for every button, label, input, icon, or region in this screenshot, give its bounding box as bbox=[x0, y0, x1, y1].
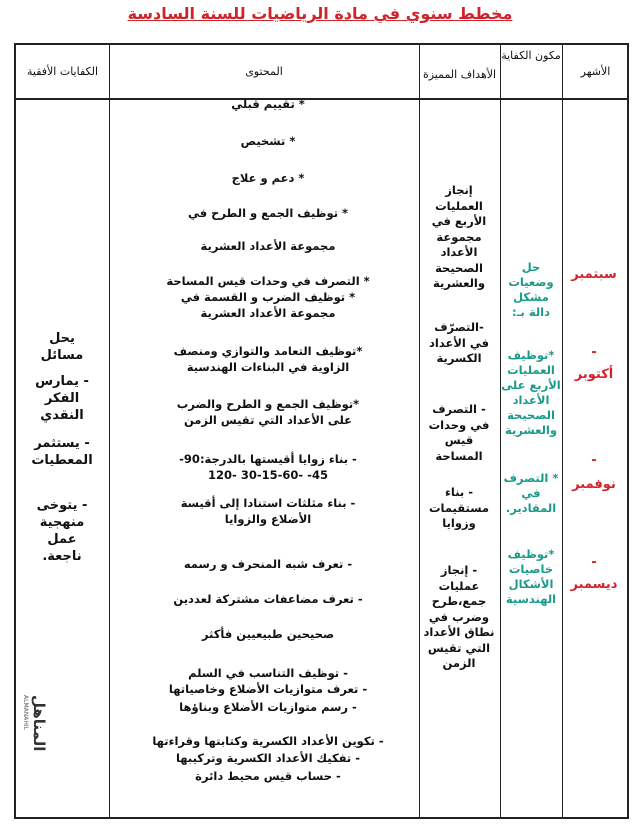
content-item: - تكوين الأعداد الكسرية وكتابتها وقراءتها bbox=[152, 734, 384, 748]
content-item: - بناء مثلثات استنادا إلى أقيسة bbox=[180, 496, 356, 510]
goal-item: - التصرف في وحدات قيس المساحة bbox=[428, 402, 490, 463]
cross-competencies-column bbox=[16, 45, 109, 817]
cross-item: - يمارس الفكر النقدي bbox=[35, 374, 89, 423]
content-item: *توظيف الجمع و الطرح والضرب bbox=[176, 397, 360, 411]
header-content: المحتوى bbox=[245, 64, 283, 78]
header-months: الأشهر bbox=[580, 64, 611, 78]
content-item: * تشخيص bbox=[240, 134, 296, 148]
content-item: مجموعة الأعداد العشرية bbox=[200, 239, 336, 253]
competency-column bbox=[500, 45, 562, 817]
competency-item: * التصرف في المقادير. bbox=[503, 471, 559, 515]
goal-item: - بناء مستقيمات وزوايا bbox=[428, 485, 490, 530]
content-item: - بناء زوايا أقيستها بالدرجة:90- bbox=[179, 452, 357, 466]
month-separator: - bbox=[591, 555, 597, 570]
content-item: - تعرف متوازيات الأضلاع وخاصياتها bbox=[168, 682, 368, 696]
month-december: ديسمبر bbox=[570, 577, 618, 592]
content-item: - تعرف شبه المنحرف و رسمه bbox=[183, 557, 353, 571]
month-separator: - bbox=[591, 345, 597, 360]
content-item: * توظيف الجمع و الطرح في bbox=[187, 206, 349, 220]
content-item: على الأعداد التي تقيس الزمن bbox=[183, 413, 353, 427]
logo-subtext: ALMANAHIL bbox=[22, 695, 29, 730]
almanahil-logo bbox=[20, 695, 48, 810]
content-item: - حساب قيس محيط دائرة bbox=[195, 769, 341, 783]
logo-text: المناهل bbox=[30, 695, 48, 752]
header-cross-competencies: الكفايات الأفقية bbox=[26, 64, 99, 78]
month-separator: - bbox=[591, 453, 597, 468]
content-item: - تفكيك الأعداد الكسرية وتركيبها bbox=[175, 751, 361, 765]
content-item: الأضلاع والزوايا bbox=[224, 512, 312, 526]
content-item: * التصرف في وحدات قيس المساحة bbox=[166, 274, 370, 288]
goal-item: إنجاز العمليات الأربع في مجموعة الأعداد الصحيحة والعشرية bbox=[431, 183, 487, 290]
months-column bbox=[562, 45, 629, 817]
header-competency-component: مكون الكفاية bbox=[501, 49, 561, 62]
content-item: صحيحين طبيعيين فأكثر bbox=[201, 627, 335, 641]
content-column bbox=[109, 45, 419, 817]
header-goals: الأهداف المميزة bbox=[422, 67, 497, 81]
content-item: الزاوية في البناءات الهندسية bbox=[186, 360, 350, 374]
cross-item: - يتوخى منهجية عمل ناجعة. bbox=[36, 498, 88, 564]
content-item: - توظيف التناسب في السلم bbox=[188, 666, 348, 680]
cross-item: - يستثمر المعطيات bbox=[31, 436, 93, 468]
content-item: - تعرف مضاعفات مشتركة لعددين bbox=[173, 592, 363, 606]
content-item: مجموعة الأعداد العشرية bbox=[200, 306, 336, 320]
competency-intro: حل وضعيات مشكل دالة بـ: bbox=[508, 260, 554, 319]
month-october: أكتوبر bbox=[574, 367, 614, 382]
content-item: * تقييم قبلي bbox=[231, 97, 305, 111]
competency-item: *توظيف خاصيات الأشكال الهندسية bbox=[505, 547, 557, 606]
content-item: * دعم و علاج bbox=[231, 171, 305, 185]
page-title: مخطط سنوي في مادة الرياضيات للسنة السادسة bbox=[127, 4, 513, 23]
content-item: - رسم متوازيات الأضلاع وبناؤها bbox=[179, 700, 357, 714]
content-item: 45- -30-15-60 -120 bbox=[208, 468, 328, 482]
content-item: * توظيف الضرب و القسمة في bbox=[180, 290, 356, 304]
goal-item: -التصرّف في الأعداد الكسرية bbox=[428, 320, 489, 365]
plan-table bbox=[14, 43, 629, 819]
competency-item: *توظيف العمليات الأربع على الأعداد الصحيحة والعشرية bbox=[501, 348, 561, 437]
month-september: سبتمبر bbox=[571, 267, 617, 282]
goal-item: - إنجاز عمليات جمع،طرح وضرب في نطاق الأعداد التي تقيس الزمن bbox=[423, 563, 495, 670]
month-november: نوفمبر bbox=[572, 477, 616, 492]
content-item: *توظيف التعامد والتوازي ومنصف bbox=[173, 344, 363, 358]
cross-item: يحل مسائل bbox=[40, 331, 84, 363]
goals-column bbox=[419, 45, 500, 817]
